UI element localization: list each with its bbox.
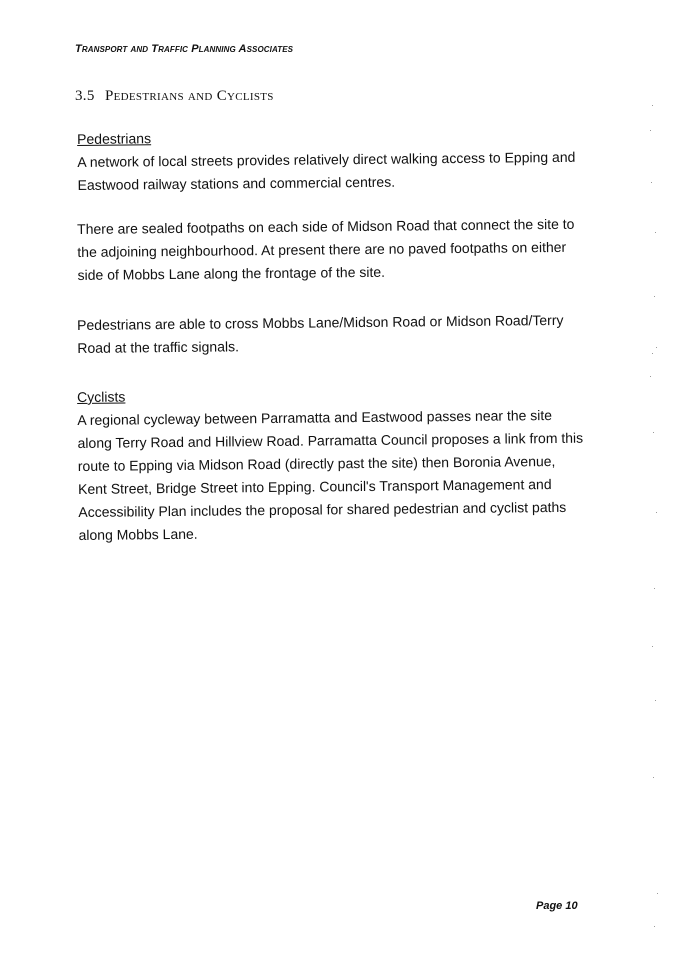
pedestrians-paragraph-3: Pedestrians are able to cross Mobbs Lane/Midson Road or Midson Road/Terry Road at the traffic signals.	[77, 311, 564, 356]
scan-speck	[654, 926, 655, 927]
scan-speck	[656, 347, 657, 348]
pedestrians-crossing-block	[77, 309, 587, 360]
pedestrians-paragraph-1: A network of local streets provides relatively direct walking access to Epping and Eastwood railway stations and commercial centres.	[77, 148, 576, 193]
scan-speck	[653, 432, 654, 433]
section-heading	[75, 88, 274, 105]
scan-speck	[653, 777, 654, 778]
running-header: Transport and Traffic Planning Associates	[75, 43, 294, 55]
scan-speck	[651, 182, 652, 183]
scan-speck	[654, 296, 655, 297]
scan-speck	[654, 588, 655, 589]
cyclists-paragraph-1: A regional cycleway between Parramatta and Eastwood passes near the site along Terry Road and Hillview Road. Parramatta Council proposes a link from this route to Epping via Midson Road (directly past the site) then Boronia Avenue, Kent Street, Bridge Street into Epping. Council's Transport Management and Accessibility Plan includes the proposal for shared pedestrian and cyclist paths along Mobbs Lane.	[77, 407, 584, 543]
pedestrians-paragraph-2: There are sealed footpaths on each side of Midson Road that connect the site to the adjoining neighbourhood. At present there are no paved footpaths on either side of Mobbs Lane along the frontage of the site.	[77, 215, 575, 283]
scan-speck	[650, 130, 651, 131]
pedestrians-heading: Pedestrians	[77, 130, 152, 147]
scan-speck	[652, 646, 653, 647]
scan-speck	[652, 353, 653, 354]
page-number: Page 10	[536, 900, 578, 912]
scan-speck	[652, 105, 653, 106]
scan-speck	[657, 893, 658, 894]
pedestrians-heading-and-intro	[77, 123, 588, 197]
section-number: 3.5	[75, 88, 95, 104]
scan-speck	[650, 376, 651, 377]
cyclists-block	[77, 381, 589, 547]
cyclists-heading: Cyclists	[77, 388, 126, 405]
section-title: Pedestrians and Cyclists	[105, 88, 274, 104]
scan-speck	[655, 700, 656, 701]
scan-speck	[656, 512, 657, 513]
scan-speck	[655, 232, 656, 233]
pedestrians-footpaths-block	[77, 213, 588, 287]
